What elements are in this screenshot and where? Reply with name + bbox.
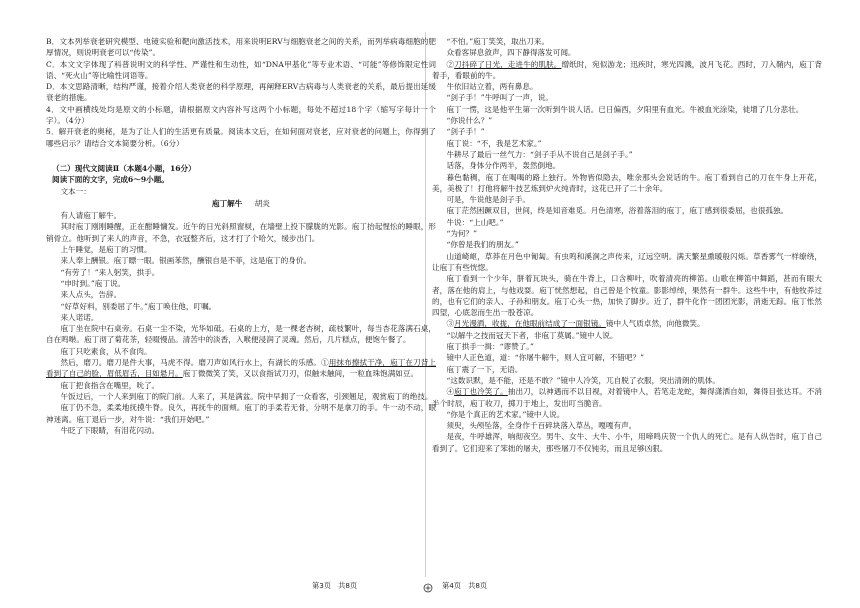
paragraph: 来人诺诺。: [60, 312, 99, 322]
page-number-right: 第4页 共8页: [442, 581, 488, 590]
paragraph: “以解牛之技而冠天下者，非庖丁莫属。”镜中人说。: [446, 330, 618, 340]
paragraph-with-underline: [46, 357, 436, 380]
paragraph: 庖丁拱手一揖：“谬赞了。”: [446, 342, 534, 352]
underlined-sentence-4: 庖丁也冷笑了。: [454, 387, 508, 397]
paragraph: 其时庖丁刚刚睡醒，正在酣睡慵发。近午的日光斜照窗棂，在墙壁上投下朦胧的光影。庖丁抬起惺忪的睡眼，形销骨立。他听到了来人的声音，不急，衣冠整齐后，这才打了个哈欠，缓步出门。: [46, 222, 436, 243]
q3-option-b: B．文本列举衰老研究模型、电镜实验和靶向激活技术，用来说明ERV与细胞衰老之间的关系，而列举病毒细胞的肥厚情况，则说明衰老可以“传染”。: [46, 37, 436, 58]
paragraph: 庖丁说：“不，我是艺术家。”: [446, 138, 542, 148]
story-title: 庖丁解牛: [212, 198, 243, 208]
section-title: （二）现代文阅读Ⅱ（本题4小题，16分）: [52, 163, 196, 173]
text-label: 文本一：: [60, 186, 91, 196]
text-segment: ②: [446, 59, 455, 69]
story-heading: [46, 198, 436, 209]
paragraph: 庖丁一愣，这是他平生第一次听到牛说人话。已日偏西，夕阳里有血光。牛被血光涂染，徒增了几分悲壮。: [446, 104, 804, 114]
paragraph: “剑子手！”: [446, 127, 485, 137]
paragraph: 牛眨了下眼睛，有泪花闪动。: [60, 425, 160, 435]
paragraph-with-underline: [432, 318, 822, 329]
story-author: 胡炎: [254, 198, 270, 208]
paragraph: 镜中人正色道，道：“你屠牛解牛，则人宜可解，不错吧？”: [446, 353, 645, 363]
text-segment: 抽出刀，以神遇而不以目视，对着镜中人，若笔走龙蛇，舞得潇洒自如，舞得目张达耳。不消半个时辰，庖丁收刀，掷刀于地上，发出叮当脆音。: [432, 387, 823, 408]
paragraph: 可是，牛说他是刽子手。: [446, 195, 530, 205]
paragraph: 上午睡觉，是庖丁的习惯。: [60, 245, 152, 255]
instruction: 阅读下面的文字，完成6～9小题。: [52, 175, 169, 185]
paragraph: 庖丁仍不急，柔柔地抚摸牛脊。良久，再抚牛的面颊。庖丁的手柔若无骨，分明不是拿刀的手。牛一动不动，眼神迷离。庖丁退后一步，对牛说：“我们开始吧。”: [46, 403, 436, 424]
paragraph: 牛说：“上山吧。”: [446, 217, 504, 227]
text-segment: ③: [446, 319, 455, 329]
paragraph-with-underline: [432, 59, 822, 82]
text-segment: 然后，磨刀。磨刀是件大事，马虎不得。磨刀声如风行水上，有湖长的乐感。①: [60, 358, 329, 368]
paragraph: 话落，身体分作两半，轰然倒地。: [446, 161, 561, 171]
paragraph: “你曾是我们的朋友。”: [446, 240, 519, 250]
paragraph: 山道崎岖，草莽在月色中匍匐。有虫鸣和溪涧之声传来，辽远空明。满天繁星熏暖般闪烁。草香雾气一样缭绕，让庖丁有些恍惚。: [432, 251, 822, 272]
paragraph: 庖丁把食指含在嘴里，吮了。: [60, 380, 160, 390]
text-segment: 缯纸时，宛似游龙；迅疾时，寒光四溅，波月飞花。西时，刀入鞘内，庖丁背着手，看眼前的牛。: [432, 59, 823, 80]
paragraph: “这数识默，是不能，还是不敢？”镜中人冷笑，兀自脱了衣服，突出清朗的肌体。: [446, 375, 720, 385]
paragraph: 庖丁只吃素食，从不食肉。: [60, 346, 152, 356]
paragraph: 庖丁震了一下，无语。: [446, 364, 523, 374]
underlined-sentence-3: 月光漫洒，收拢，在他眼前结成了一面银镜。: [454, 319, 606, 329]
paragraph-with-underline: [432, 386, 822, 409]
text-segment: 镜中人气质卓然，向他微笑。: [605, 319, 705, 329]
paragraph: 牛依旧站立着，两有鼻息。: [446, 82, 538, 92]
q3-option-c: C．本文文字体现了科普说明文的科学性、严谨性和生动性，如“DNA甲基化”等专业术语、“可能”等修饰限定性词语、“死火山”等比喻性词语等。: [46, 59, 436, 80]
text-segment: ④: [446, 387, 455, 397]
left-column: [46, 36, 436, 576]
paragraph: “为何？”: [446, 229, 477, 239]
underlined-sentence-1: 用抹布擦拭干净，庖丁在刀背上看到了自己的脸，眉低眉舌，目如悬月。: [46, 358, 437, 379]
right-column: [432, 36, 822, 576]
paragraph: 众看客屏息敛声，四下静得落发可闻。: [446, 48, 576, 58]
q3-option-d: D．本文思路清晰，结构严谨，接着介绍人类衰老的科学原理，再阐释ERV古病毒与人类衰老的关系，最后提出延缓衰老的措施。: [46, 82, 436, 103]
paragraph: “剑子手！”牛呼叫了一声，说。: [446, 93, 553, 103]
paragraph: 庖丁坐在院中石桌旁。石桌一尘不染，光华如砥。石桌的上方，是一棵老杏树，疏枝繁叶，每当杏花落满石桌，自在鸣啭。庖丁沏了菊花茶，轻啜慢品。清苦中的淡香，入喉便浸润了灵魂。然后，几片糕点，便饱午餐了。: [46, 324, 436, 345]
paragraph: 须臾，头颅坠落，全身作千百碎块落入草丛，嘎嘎有声。: [446, 421, 637, 431]
paragraph: “你说什么？”: [446, 116, 493, 126]
question-4: 4．文中画横线处均是原文的小标题，请根据原文内容补写这两个小标题，每处不超过18个字（缩写字每计一个字）。（4分）: [46, 104, 436, 126]
question-5: 5．解开衰老的奥秘，是为了让人们的生活更有质量。阅读本文后，在如何面对衰老，应对衰老的问题上，你得到了哪些启示？请结合文本简要分析。（6分）: [46, 127, 436, 148]
page-number-left: 第3页 共8页: [312, 581, 358, 590]
paragraph: 牛耕尽了最后一丝气力：“剑子手从不说自己是剑子手。”: [446, 149, 633, 159]
paragraph: 有人请庖丁解牛。: [60, 211, 122, 221]
paragraph: 来人点头，告辞。: [60, 290, 122, 300]
paragraph: 庖丁看到一个少年，胼着瓦块头，骑在牛背上，口含柳叶，吹着清亮的柳笛。山歌在柳笛中舞蹈，甚而有眼大者，落在他的肩上，与他戏耍。庖丁恍然想起，自己曾是个牧童。影影绰绰，果然有一群牛。这些牛中，有他牧养过的，也有它们的亲人、子孙和朋友。庖丁心头一热，加快了脚步。近了，群牛化作一团团光影，消逝无踪。庖丁怅然四望，心底忽而生出一股苍凉。: [432, 274, 822, 318]
paragraph: “好草好料，别委屈了牛。”庖丁唤住他，叮嘱。: [60, 301, 217, 311]
paragraph: “有劳了！”来人躬笑，拱手。: [60, 267, 160, 277]
paragraph: 暮色黏稠，庖丁在喝喝的路上独行。外物皆似隐去，唯余那头会说话的牛。庖丁看到自己的刀在牛身上开花，美，美极了！打他将解牛技艺炼到炉火纯青时，这花已开了二十余年。: [432, 172, 822, 193]
paragraph: 午饭过后，一个人来到庖丁的院门前。人来了，其是满盆。院中早拥了一众看客，引颈翘足，观赏庖丁的绝技。: [60, 391, 433, 401]
paragraph: “不怕。”庖丁笑笑，取出刀来。: [446, 37, 550, 46]
paragraph: 是夜，牛呼雄浑，响彻夜空。男牛、女牛、大牛、小牛，用啼鸣庆贺一个仇人的死亡。是有人纵告时，庖丁自己看到了。它们迎来了笨拙的屠夫，那些屠刀不仅钝劣，而且足够凶狠。: [432, 432, 822, 453]
paragraph: “你是个真正的艺术家。”镜中人说。: [446, 409, 565, 419]
spacer: [46, 149, 436, 163]
paragraph: 庖丁茫然困蹶双目，世间，终是知音难觅。月色清寒，浴着落泪的庖丁，庖丁感到很委屈，也很孤独。: [446, 206, 789, 216]
underlined-sentence-2: 刀抖碎了日光，走进牛的肌肤。: [454, 59, 562, 69]
paragraph: “申时到。”庖丁说。: [60, 278, 126, 288]
paragraph: 来人奉上酬银。庖丁瞟一眼。银画苯然，酬银自是不菲，这是庖丁的身价。: [60, 256, 312, 266]
circle-plus-icon: [423, 578, 433, 588]
text-segment: 庖丁微微笑了笑，又以食指试刀刃，似触未触间，一粒血珠饱满如豆。: [182, 369, 419, 379]
